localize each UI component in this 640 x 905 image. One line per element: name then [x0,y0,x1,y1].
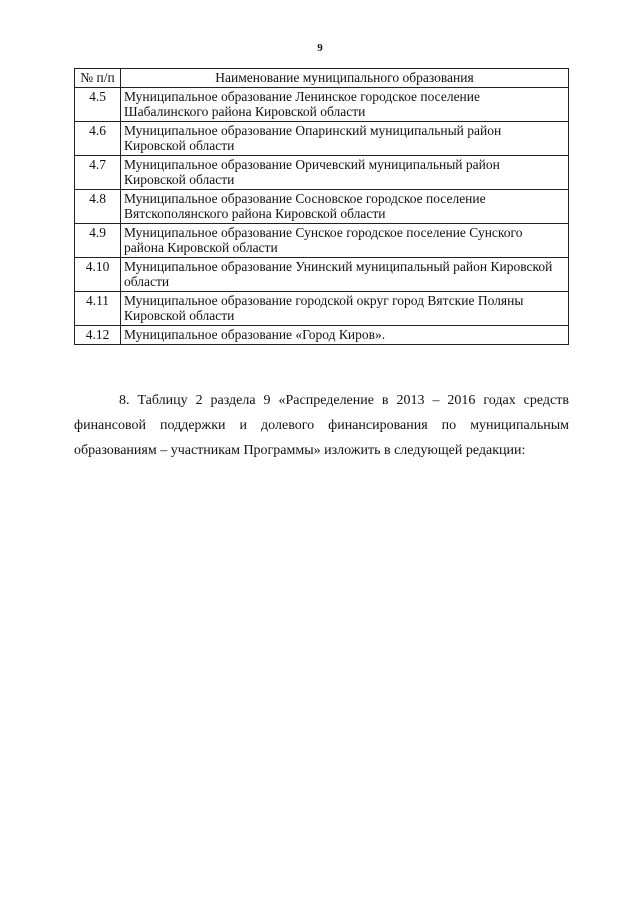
row-number: 4.7 [75,156,121,190]
table-row [75,326,569,345]
municipalities-table [74,68,569,345]
row-number: 4.11 [75,292,121,326]
row-number: 4.6 [75,122,121,156]
row-name: Муниципальное образование городской округ город Вятские Поляны Кировской области [121,292,569,326]
row-name: Муниципальное образование Унинский муниципальный район Кировской области [121,258,569,292]
table-row [75,224,569,258]
row-number: 4.12 [75,326,121,345]
row-name: Муниципальное образование Сосновское городское поселение Вятскополянского района Кировской области [121,190,569,224]
row-name: Муниципальное образование Ленинское городское поселение Шабалинского района Кировской области [121,88,569,122]
amendment-paragraph: 8. Таблицу 2 раздела 9 «Распределение в 2013 – 2016 годах средств финансовой поддержки и долевого финансирования по муниципальным образованиям – участникам Программы» изложить в следующей редакции: [74,393,569,458]
row-name: Муниципальное образование Опаринский муниципальный район Кировской области [121,122,569,156]
table-row [75,156,569,190]
table-row [75,190,569,224]
row-name: Муниципальное образование «Город Киров». [121,326,569,345]
column-header-number: № п/п [75,69,121,88]
row-name: Муниципальное образование Оричевский муниципальный район Кировской области [121,156,569,190]
row-name: Муниципальное образование Сунское городское поселение Сунского района Кировской области [121,224,569,258]
column-header-name: Наименование муниципального образования [121,69,569,88]
table-row [75,258,569,292]
table-row [75,88,569,122]
table-row [75,292,569,326]
page-number: 9 [317,42,323,54]
table-row [75,122,569,156]
row-number: 4.8 [75,190,121,224]
table-header-row [75,69,569,88]
row-number: 4.5 [75,88,121,122]
row-number: 4.10 [75,258,121,292]
row-number: 4.9 [75,224,121,258]
